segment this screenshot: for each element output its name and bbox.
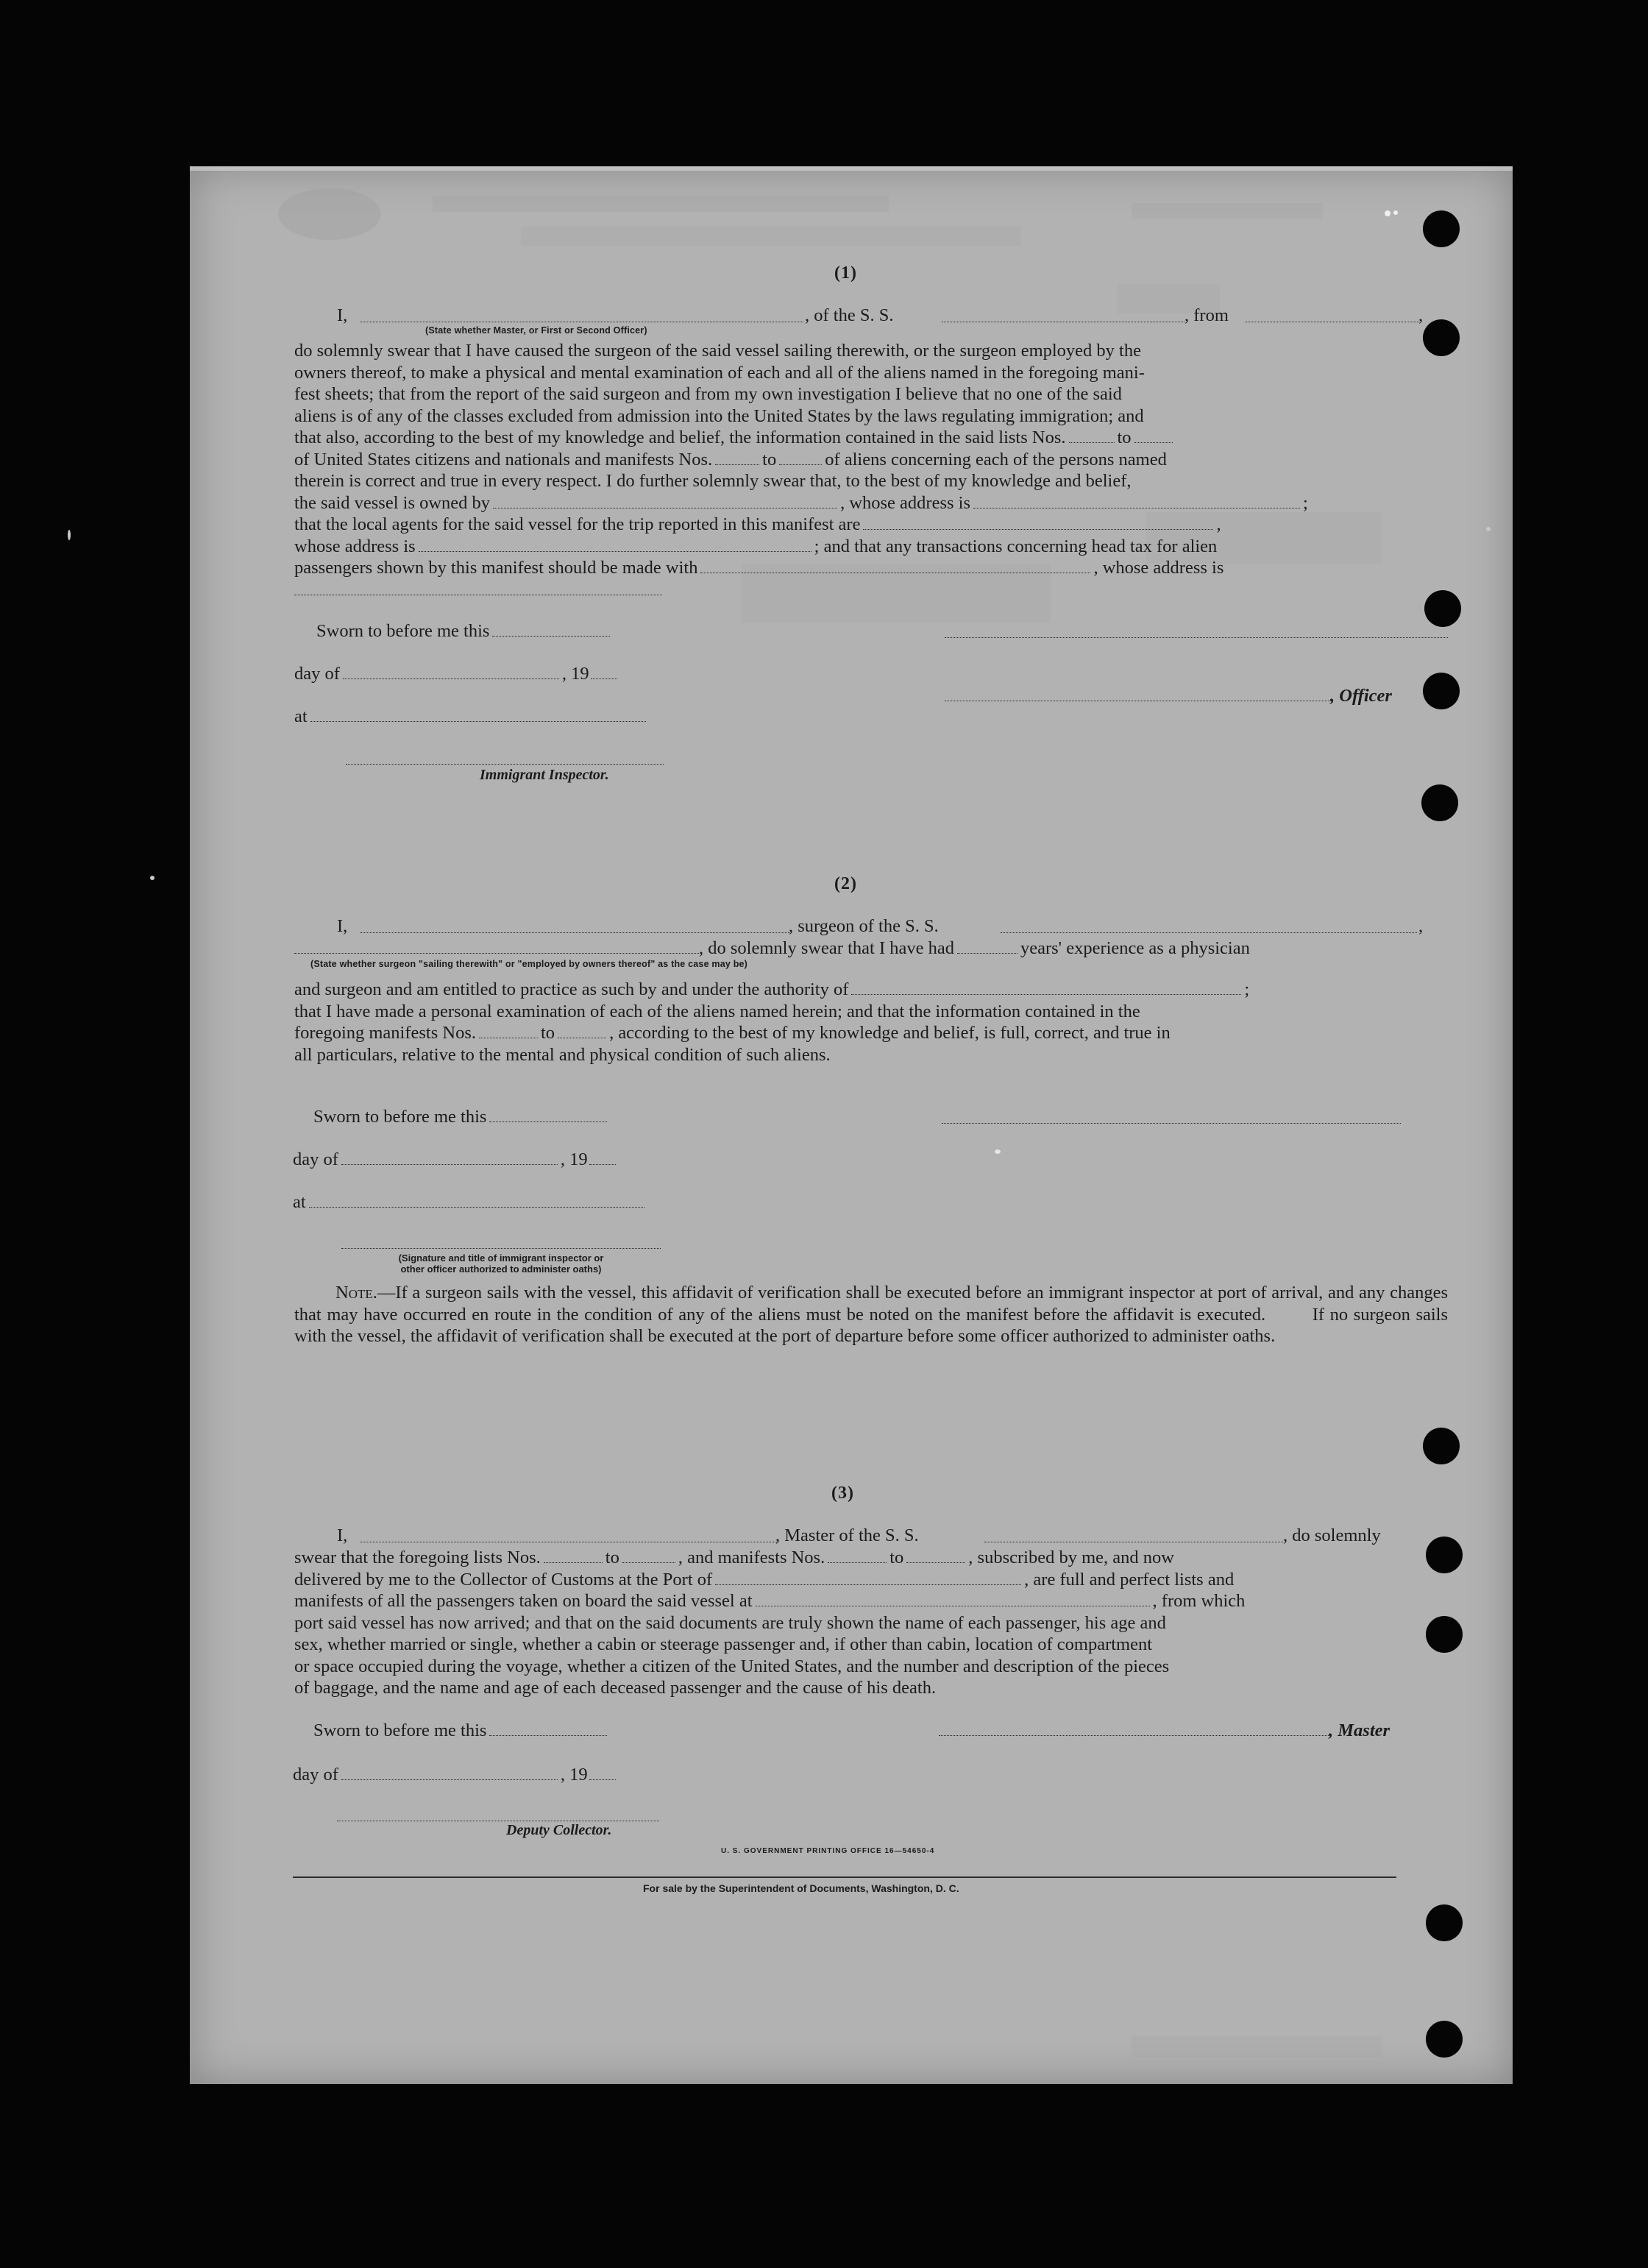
- surgeon-status-blank[interactable]: [294, 949, 699, 954]
- surgeon-name-blank[interactable]: [360, 929, 790, 933]
- section-3-body: [294, 1547, 1448, 1699]
- section-3-body-line: of baggage, and the name and age of each deceased passenger and the cause of his death.: [294, 1678, 937, 1698]
- to-text: to: [762, 449, 777, 469]
- at-blank[interactable]: [309, 1203, 644, 1208]
- full-perfect-text: , are full and perfect lists and: [1024, 1569, 1235, 1590]
- binding-hole: [1421, 784, 1458, 821]
- authority-blank[interactable]: [851, 991, 1241, 995]
- section-3-body-line-2: [294, 1547, 1448, 1569]
- note-line: If no surgeon sails with the vessel, the affidavit of verification shall be executed at the port of departure before: [294, 1304, 1449, 1346]
- bleed-through-mark: [1132, 203, 1323, 219]
- owner-blank[interactable]: [493, 504, 837, 508]
- address-text: whose address is: [294, 536, 416, 556]
- sworn-row-2: [313, 1107, 610, 1127]
- port-blank[interactable]: [715, 1581, 1021, 1585]
- master-row: [939, 1721, 1390, 1741]
- section-1-body-line: owners thereof, to make a physical and mental examination of each and all of the aliens named in the foregoing mani-: [294, 362, 1145, 383]
- background-speck: [1486, 527, 1491, 531]
- note-text: —If a surgeon sails with the vessel, this affidavit of verification shall be executed before an immigrant: [377, 1283, 1124, 1303]
- note-paragraph: [294, 1282, 1448, 1347]
- authority-text: and surgeon and am entitled to practice as such by and under the authority of: [294, 979, 849, 999]
- document-page: [190, 166, 1513, 2084]
- manifests-to-blank[interactable]: [906, 1559, 965, 1563]
- manifests-to-blank[interactable]: [558, 1034, 606, 1038]
- sworn-date-blank[interactable]: [492, 632, 610, 637]
- deputy-collector-label: Deputy Collector.: [506, 1822, 612, 1838]
- section-3-line-1: [337, 1525, 1448, 1547]
- footer-rule: [293, 1877, 1396, 1878]
- manifests-to-blank[interactable]: [779, 461, 822, 465]
- section-1-body-line: aliens is of any of the classes excluded from admission into the United States by the laws regulating immigration; and: [294, 405, 1144, 426]
- manifests-text: of United States citizens and nationals and manifests Nos.: [294, 449, 713, 469]
- year-text: , 19: [560, 1149, 588, 1169]
- binding-hole: [1426, 1537, 1463, 1573]
- section-1-body-line-6: [294, 449, 1448, 471]
- sworn-row-1: [316, 621, 613, 642]
- head-tax-address-blank[interactable]: [294, 591, 662, 595]
- day-of-row-1: [294, 664, 620, 684]
- day-of-text: day of: [293, 1765, 338, 1785]
- head-tax-text: ; and that any transactions concerning head tax for alien: [814, 536, 1218, 556]
- owner-address-blank[interactable]: [973, 504, 1300, 508]
- years-experience-text: years' experience as a physician: [1020, 938, 1250, 958]
- according-text: , according to the best of my knowledge and belief, is full, correct, and true in: [609, 1023, 1171, 1043]
- binding-hole: [1423, 1428, 1460, 1464]
- section-2-line-1: [337, 915, 1448, 938]
- day-of-row-2: [293, 1149, 619, 1170]
- from-text: , from: [1184, 305, 1229, 325]
- officer-name-blank[interactable]: [360, 318, 803, 322]
- lists-nos-text: swear that the foregoing lists Nos.: [294, 1548, 541, 1567]
- address-text: , whose address is: [840, 492, 970, 513]
- section-3-body-line-3: [294, 1569, 1448, 1591]
- lists-to-blank[interactable]: [622, 1559, 675, 1563]
- passengers-text: passengers shown by this manifest should be made with: [294, 558, 698, 578]
- section-3-body-line: port said vessel has now arrived; and that on the said documents are truly shown the name of each passenger, his age and: [294, 1612, 1166, 1633]
- binding-hole: [1423, 210, 1460, 247]
- note-line-1: [294, 1283, 1123, 1303]
- day-blank[interactable]: [343, 675, 559, 679]
- subscribed-text: , subscribed by me, and now: [968, 1548, 1174, 1567]
- sworn-text: Sworn to before me this: [316, 621, 490, 641]
- collector-text: delivered by me to the Collector of Customs at the Port of: [294, 1569, 713, 1590]
- day-blank[interactable]: [341, 1776, 558, 1780]
- officer-blank[interactable]: [945, 697, 1330, 701]
- section-3-label: (3): [831, 1484, 854, 1503]
- note-line: inspector at port of arrival, and any changes that may have occurred en route in the condition of any of the aliens must: [294, 1283, 1449, 1325]
- section-2-body-line: that I have made a personal examination of each of the aliens named herein; and that the information contained in the: [294, 1001, 1140, 1021]
- surgeon-signature-line[interactable]: [942, 1123, 1401, 1124]
- comma: ,: [1418, 916, 1424, 936]
- section-1-body-line-9: [294, 514, 1448, 536]
- manifests-nos-text: , and manifests Nos.: [678, 1548, 825, 1567]
- section-1-body-line-8: [294, 492, 1448, 514]
- background-speck: [68, 530, 71, 540]
- binding-hole: [1423, 673, 1460, 709]
- local-agents-text: that the local agents for the said vessel for the trip reported in this manifest are: [294, 514, 861, 534]
- port-from-blank[interactable]: [1246, 318, 1419, 322]
- officer-label: , Officer: [1330, 686, 1392, 706]
- surgeon-status-caption: (State whether surgeon "sailing therewith" or "employed by owners thereof" as the case may be): [310, 959, 748, 969]
- section-1-line-1: [337, 305, 1448, 327]
- bleed-through-mark: [521, 227, 1021, 246]
- year-blank[interactable]: [591, 675, 617, 679]
- binding-hole: [1424, 590, 1461, 627]
- manifests-from-blank[interactable]: [828, 1559, 887, 1563]
- section-1-label: (1): [834, 263, 857, 283]
- section-2-body-line: all particulars, relative to the mental and physical condition of such aliens.: [294, 1044, 831, 1065]
- at-blank[interactable]: [310, 717, 646, 722]
- year-blank[interactable]: [589, 1776, 616, 1780]
- year-blank[interactable]: [589, 1160, 616, 1165]
- section-1-body-line-10: [294, 536, 1448, 558]
- caption-line: (Signature and title of immigrant inspector or: [398, 1252, 604, 1264]
- to-text: to: [541, 1023, 555, 1043]
- section-3-body-line-4: [294, 1590, 1448, 1612]
- master-vessel-blank[interactable]: [984, 1538, 1283, 1542]
- signature-title-caption: [341, 1252, 661, 1275]
- year-text: , 19: [561, 664, 589, 684]
- note-line: some officer authorized to administer oaths.: [958, 1326, 1276, 1346]
- at-text: at: [293, 1192, 306, 1212]
- section-2-body-line-5: [294, 1022, 1448, 1044]
- master-label: , Master: [1329, 1721, 1390, 1740]
- sworn-row-3: [313, 1721, 610, 1741]
- sworn-text: Sworn to before me this: [313, 1721, 487, 1740]
- bleed-through-mark: [278, 188, 381, 240]
- master-of-ss-text: , Master of the S. S.: [775, 1525, 919, 1545]
- inspector-signature-line[interactable]: [346, 764, 664, 765]
- boarding-port-blank[interactable]: [756, 1602, 1150, 1606]
- day-blank[interactable]: [341, 1160, 558, 1165]
- do-solemnly-text: , do solemnly: [1283, 1525, 1381, 1545]
- section-1-body-line-5: [294, 427, 1448, 449]
- binding-hole: [1426, 1616, 1463, 1653]
- binding-hole: [1423, 319, 1460, 356]
- section-1-body-line: do solemnly swear that I have caused the surgeon of the said vessel sailing therewith, or the surgeon employed by the: [294, 341, 1141, 361]
- comma: ,: [1216, 514, 1221, 534]
- officer-signature-line[interactable]: [945, 637, 1448, 638]
- paper-speck: [1385, 210, 1390, 216]
- lists-from-blank[interactable]: [544, 1559, 603, 1563]
- comma: ,: [1418, 305, 1424, 325]
- years-blank[interactable]: [957, 949, 1017, 954]
- section-3-body-line: or space occupied during the voyage, whether a citizen of the United States, and the number and description of the pieces: [294, 1656, 1170, 1676]
- of-the-ss-text: , of the S. S.: [805, 305, 894, 325]
- surgeon-vessel-blank[interactable]: [1001, 929, 1417, 933]
- background-speck: [150, 876, 154, 880]
- semicolon: ;: [1302, 492, 1308, 513]
- binding-hole: [1426, 1904, 1463, 1941]
- semicolon: ;: [1244, 979, 1250, 999]
- at-text: at: [294, 706, 308, 726]
- lists-from-blank[interactable]: [1069, 439, 1115, 443]
- agents-blank[interactable]: [863, 525, 1213, 530]
- solemnly-swear-text: , do solemnly swear that I have had: [699, 938, 954, 958]
- year-text: , 19: [560, 1765, 588, 1785]
- section-2-i: I,: [337, 916, 348, 936]
- officer-row-1: [945, 686, 1392, 706]
- section-2-label: (2): [834, 874, 857, 893]
- to-text: to: [605, 1548, 619, 1567]
- to-text: to: [889, 1548, 904, 1567]
- manifests-from-blank[interactable]: [715, 461, 759, 465]
- caption-line: other officer authorized to administer oaths): [400, 1264, 602, 1275]
- day-of-row-3: [293, 1765, 619, 1785]
- page-edge: [190, 166, 1513, 171]
- manifests-nos-text: foregoing manifests Nos.: [294, 1023, 476, 1043]
- section-1-i: I,: [337, 305, 348, 325]
- section-1-body-line-11: [294, 557, 1448, 579]
- binding-hole: [1426, 2021, 1463, 2058]
- officer-rank-caption: (State whether Master, or First or Second Officer): [425, 325, 647, 336]
- sworn-date-blank[interactable]: [489, 1118, 607, 1122]
- paper-speck: [995, 1149, 1001, 1154]
- immigrant-inspector-label: Immigrant Inspector.: [480, 767, 609, 783]
- to-text: to: [1117, 428, 1132, 447]
- bleed-through-mark: [1132, 2035, 1382, 2058]
- section-2-body: [294, 979, 1448, 1066]
- at-row-1: [294, 706, 649, 727]
- section-1-body-line: fest sheets; that from the report of the said surgeon and from my own investigation I believe that no one of the said: [294, 384, 1122, 404]
- master-name-blank[interactable]: [360, 1538, 777, 1542]
- head-tax-party-blank[interactable]: [700, 569, 1090, 573]
- inspector-signature-line[interactable]: [341, 1248, 661, 1249]
- day-of-text: day of: [294, 664, 340, 684]
- address-text: , whose address is: [1093, 558, 1224, 578]
- paper-speck: [1393, 210, 1398, 215]
- sworn-text: Sworn to before me this: [313, 1107, 487, 1127]
- day-of-text: day of: [293, 1149, 338, 1169]
- note-line: be noted on the manifest before the affidavit is executed.: [846, 1304, 1266, 1325]
- manifests-from-blank[interactable]: [479, 1034, 538, 1038]
- section-3-i: I,: [337, 1525, 348, 1545]
- taken-on-board-text: manifests of all the passengers taken on board the said vessel at: [294, 1591, 753, 1611]
- section-2-body-line-3: [294, 979, 1448, 1001]
- lists-to-blank[interactable]: [1134, 439, 1173, 443]
- for-sale-notice: For sale by the Superintendent of Documents, Washington, D. C.: [643, 1882, 959, 1894]
- section-1-body: [294, 340, 1448, 600]
- note-lead: Note.: [335, 1283, 377, 1303]
- bleed-through-mark: [433, 196, 889, 212]
- section-1-body-line-12: [294, 579, 1448, 601]
- master-signature-blank[interactable]: [939, 1732, 1329, 1736]
- agents-address-blank[interactable]: [419, 547, 811, 552]
- sworn-date-blank[interactable]: [489, 1732, 607, 1736]
- at-row-2: [293, 1192, 647, 1213]
- section-3-body-line: sex, whether married or single, whether a cabin or steerage passenger and, if other than cabin, location of compartment: [294, 1634, 1153, 1654]
- lists-nos-text: that also, according to the best of my knowledge and belief, the information contained in the said lists Nos.: [294, 428, 1066, 447]
- owned-by-text: the said vessel is owned by: [294, 492, 491, 513]
- aliens-text: of aliens concerning each of the persons named: [825, 449, 1167, 469]
- section-2-line-2: [294, 938, 1448, 960]
- from-which-text: , from which: [1152, 1591, 1246, 1611]
- vessel-name-blank[interactable]: [942, 318, 1184, 322]
- section-1-body-line: therein is correct and true in every respect. I do further solemnly swear that, to the best of my knowledge and belief,: [294, 471, 1132, 491]
- printing-office-imprint: U. S. GOVERNMENT PRINTING OFFICE 16—54650-4: [721, 1847, 935, 1855]
- surgeon-of-ss-text: , surgeon of the S. S.: [789, 916, 939, 936]
